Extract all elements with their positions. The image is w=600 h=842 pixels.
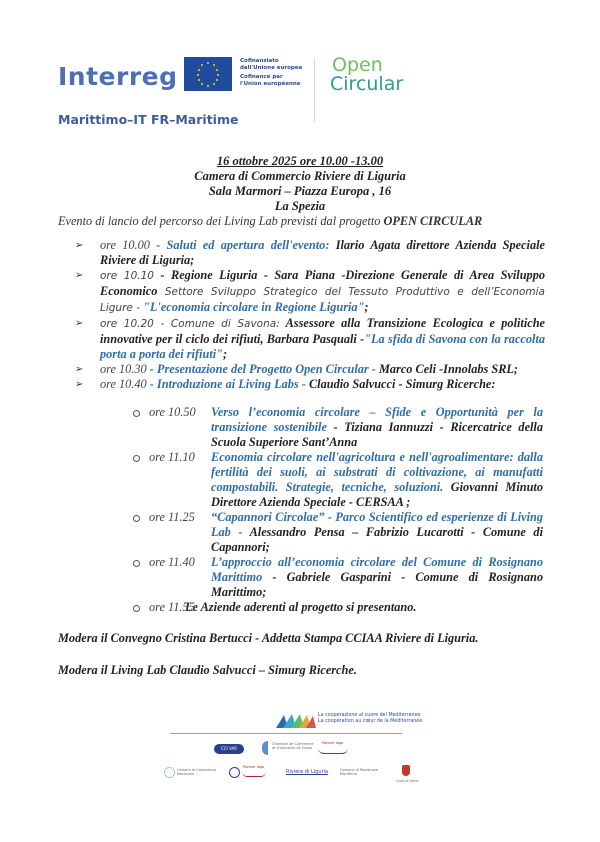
partner-logo-riviere-liguria: Riviere di Liguria xyxy=(286,769,329,775)
sub-agenda-item xyxy=(133,510,543,555)
open-circular-logo xyxy=(330,56,403,94)
agenda-time: ore 10.40 xyxy=(100,377,147,391)
partner-logo-row2-2-label: Partner logo xyxy=(243,765,265,769)
event-room: Sala Marmori – Piazza Europa , 16 xyxy=(208,184,392,198)
sub-agenda-title: L’approccio all’economia circolare del Comune di Rosignano Marittimo xyxy=(211,555,543,584)
agenda-item xyxy=(75,268,545,316)
eu-text-fr-2: l'Union européenne xyxy=(240,81,301,87)
arrow-bullet-icon: ➢ xyxy=(75,270,84,281)
agenda-time: ore 10.20 xyxy=(100,318,154,330)
coat-of-arms-icon xyxy=(402,765,410,776)
camera-commercio-icon xyxy=(164,767,175,778)
circle-bullet-icon xyxy=(133,515,140,522)
agenda-title: - Presentazione del Progetto Open Circular - xyxy=(149,362,376,376)
sub-agenda-list xyxy=(0,405,600,615)
partner-logo-row2-2 xyxy=(242,772,266,777)
sub-agenda-speaker: - Tiziana Iannuzzi - Ricercatrice della Scuola Superiore Sant’Anna xyxy=(211,420,544,449)
sub-agenda-item xyxy=(133,450,543,510)
agenda-item xyxy=(75,316,545,362)
eu-cofinancing-text xyxy=(240,58,302,88)
circle-bullet-icon xyxy=(133,455,140,462)
intro-text: Evento di lancio del percorso dei Living Lab previsti dal progetto xyxy=(58,214,384,228)
program-name: Marittimo–IT FR–Maritime xyxy=(58,112,239,127)
coat-of-arms-label: Coat of arms xyxy=(396,779,419,783)
intro-project: OPEN CIRCULAR xyxy=(383,214,483,228)
arrow-bullet-icon: ➢ xyxy=(75,379,84,390)
eu-text-it-2: dall'Unione europea xyxy=(240,65,303,71)
agenda-speaker: Assessore alla Transizione Ecologica e politiche innovative per il ciclo dei rifiuti, Barbara Pasquali - xyxy=(100,316,545,346)
document-header xyxy=(0,0,600,140)
partner-logo-3-label: Partner logo xyxy=(322,741,344,745)
eu-text-it-1: Cofinanziato xyxy=(240,58,279,64)
partner-logo-cci-corse: Chambre de Commerce et d'Industrie de Corse xyxy=(272,742,314,750)
agenda-title: "La sfida di Savona con la raccolta porta a porta dei rifiuti" xyxy=(100,332,546,361)
sub-agenda-time: ore 11.10 xyxy=(149,450,195,464)
sub-agenda-title: Economia circolare nell'agricoltura e nell'agroalimentare: dalla fertilità dei suoli, ai substrati di coltivazione, ai manufatti compostabili. Strategie, tecniche, soluzioni. xyxy=(211,450,543,494)
agenda-speaker: Claudio Salvucci - Simurg Ricerche: xyxy=(305,377,496,391)
header-divider xyxy=(314,58,315,122)
arrow-bullet-icon: ➢ xyxy=(75,318,84,329)
partner-logo-camera-commercio: Camera di Commercio Nazionale xyxy=(177,768,217,776)
partner-logo-cci-corse-icon xyxy=(262,741,268,755)
partner-logo-3 xyxy=(318,748,348,754)
agenda-detail: Settore Sviluppo Strategico del Tessuto Produttivo e dell’Economia Ligure - xyxy=(100,286,545,314)
agenda-end: ; xyxy=(364,300,369,314)
agenda-speaker: Ilario Agata direttore Azienda Speciale Riviere di Liguria; xyxy=(100,238,545,267)
sub-agenda-time: ore 10.50 xyxy=(149,405,196,419)
agenda-item xyxy=(75,377,545,392)
sub-agenda-time: ore 11.55 xyxy=(149,600,195,614)
event-city: La Spezia xyxy=(274,199,326,213)
sub-agenda-speaker: Alessandro Pensa – Fabrizio Lucarotti - Comune di Capannori; xyxy=(211,525,543,554)
circle-bullet-icon xyxy=(133,605,140,612)
eu-flag-icon xyxy=(184,57,232,91)
circle-bullet-icon xyxy=(133,560,140,567)
sub-agenda-item xyxy=(133,405,543,450)
agenda-item xyxy=(75,238,545,268)
mediterranean-mountains-icon xyxy=(276,712,316,728)
sub-agenda-speaker: Le Aziende aderenti al progetto si presentano. xyxy=(185,600,417,614)
agenda-end: ; xyxy=(222,347,228,361)
agenda-item xyxy=(75,362,545,377)
sub-agenda-title: “Capannori Circolae” - Parco Scientifico ed esperienze di Living Lab - xyxy=(211,510,543,539)
agenda-title: - Saluti ed apertura dell'evento: xyxy=(156,238,330,252)
agenda-speaker: Marco Celi -Innolabs SRL; xyxy=(375,362,519,376)
sub-agenda-item xyxy=(133,600,543,615)
agenda-time: ore 10.10 xyxy=(100,270,154,282)
sub-agenda-title: Verso l’economia circolare – Sfide e Opportunità per la transizione sostenibile xyxy=(211,405,543,434)
event-intro xyxy=(58,214,600,229)
arrow-bullet-icon: ➢ xyxy=(75,364,84,375)
agenda-title: "L'economia circolare in Regione Liguria" xyxy=(140,300,365,314)
moderator-living-lab: Modera il Living Lab Claudio Salvucci – Simurg Ricerche. xyxy=(58,663,357,677)
agenda-list xyxy=(75,238,545,392)
event-date: 16 ottobre 2025 ore 10.00 -13.00 xyxy=(216,154,384,168)
sub-agenda-item xyxy=(133,555,543,600)
sub-agenda-speaker: - Gabriele Gasparini - Comune di Rosignano Marittimo; xyxy=(211,570,543,599)
agenda-time: ore 10.00 xyxy=(100,238,150,252)
sub-agenda-time: ore 11.25 xyxy=(149,510,195,524)
agenda-org: - Regione Liguria - Sara Piana -Direzione Generale di Area Sviluppo Economico xyxy=(100,268,545,298)
tagline-fr: La coopération au cœur de la Méditerranée xyxy=(318,719,423,724)
interreg-logo: Interreg xyxy=(58,62,178,91)
arrow-bullet-icon: ➢ xyxy=(75,240,84,251)
agenda-time: ore 10.30 xyxy=(100,362,147,376)
tagline-it: La cooperazione al cuore del Mediterraneo xyxy=(318,713,421,718)
logo-circular: Circular xyxy=(330,73,404,95)
circle-bullet-icon xyxy=(133,410,140,417)
event-venue: Camera di Commercio Riviere di Liguria xyxy=(194,169,406,183)
eu-text-fr-1: Cofinancé par xyxy=(240,74,283,80)
agenda-org: - Comune di Savona: xyxy=(153,318,280,330)
footer-divider xyxy=(170,733,402,734)
logo-open: Open xyxy=(332,54,383,76)
document-body xyxy=(0,154,600,678)
sub-agenda-speaker: Giovanni Minuto Direttore Azienda Speciale - CERSAA ; xyxy=(211,480,543,509)
partner-seal-icon xyxy=(229,767,240,778)
sub-agenda-time: ore 11.40 xyxy=(149,555,195,569)
agenda-title: - Introduzione ai Living Labs - xyxy=(149,377,306,391)
partner-logo-rosignano: Comune di Rosignano Marittimo xyxy=(340,768,379,776)
partner-logo-cci-var: CCI VAR xyxy=(214,744,244,754)
cooperation-tagline xyxy=(318,713,422,725)
moderator-convegno: Modera il Convegno Cristina Bertucci - Addetta Stampa CCIAA Riviere di Liguria. xyxy=(58,631,479,645)
